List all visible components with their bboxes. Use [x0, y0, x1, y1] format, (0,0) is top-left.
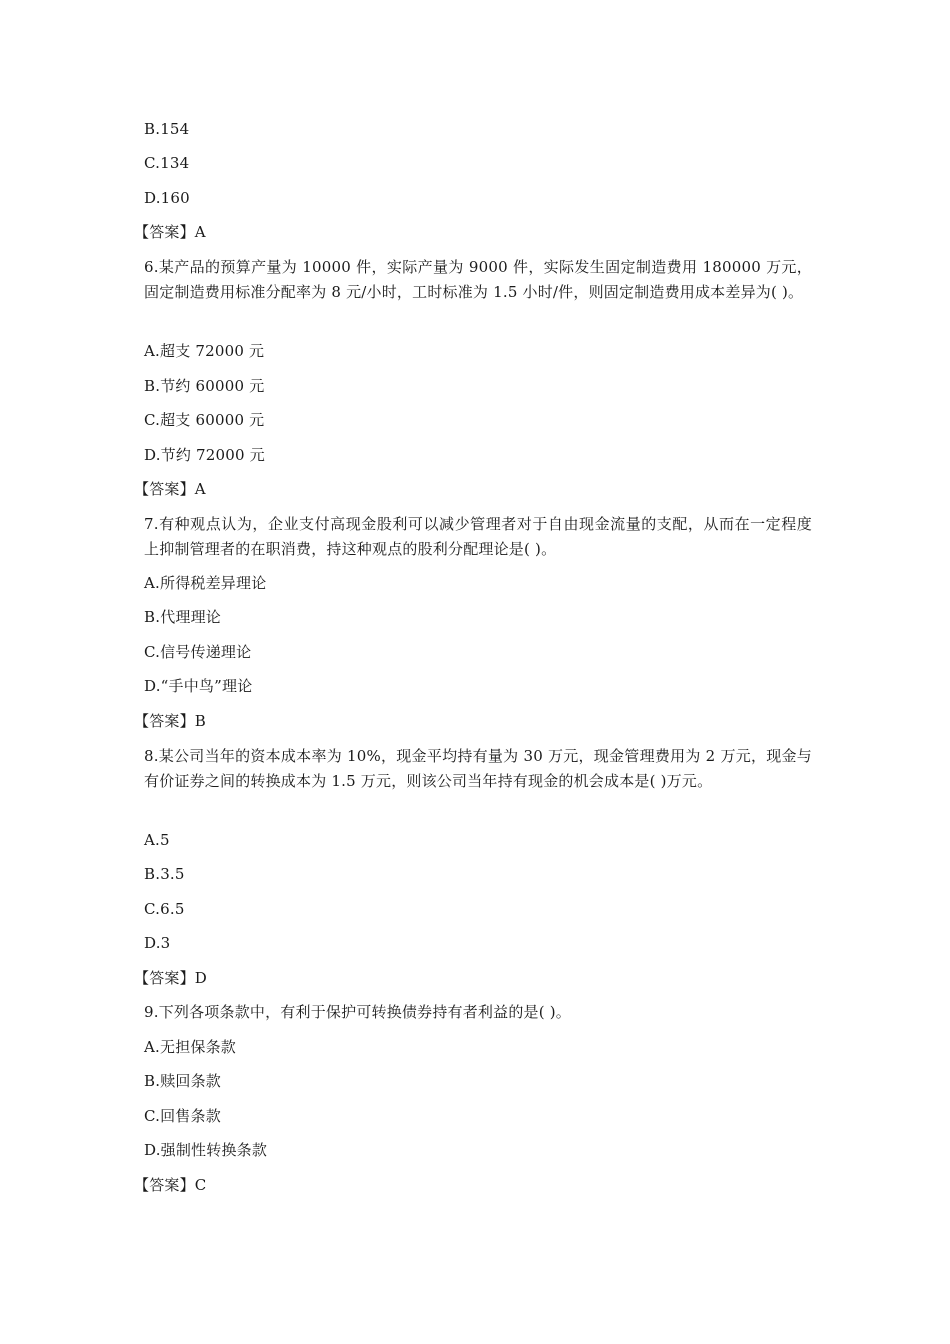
q9-stem: 9.下列各项条款中，有利于保护可转换债券持有者利益的是( )。 — [144, 1003, 571, 1021]
q6-option-c: C.超支 60000 元 — [144, 411, 265, 429]
q6-option-a: A.超支 72000 元 — [144, 342, 265, 360]
q7-option-a: A.所得税差异理论 — [144, 574, 267, 592]
q9-answer: 【答案】C — [134, 1176, 207, 1194]
q7-option-c: C.信号传递理论 — [144, 643, 252, 661]
q7-option-b: B.代理理论 — [144, 608, 221, 626]
q6-stem: 6.某产品的预算产量为 10000 件，实际产量为 9000 件，实际发生固定制造费用 180000 万元，固定制造费用标准分配率为 8 元/小时，工时标准为 1.5 小时/件，则固定制造费用成本差异为( )。 — [144, 258, 812, 301]
q8-option-d: D.3 — [144, 934, 171, 952]
q6-option-d: D.节约 72000 元 — [144, 446, 265, 464]
q5-option-b: B.154 — [144, 120, 190, 138]
q8-option-b: B.3.5 — [144, 865, 185, 883]
q5-option-c: C.134 — [144, 154, 190, 172]
q6-option-b: B.节约 60000 元 — [144, 377, 265, 395]
q8-option-a: A.5 — [144, 831, 170, 849]
q7-option-d: D.“手中鸟”理论 — [144, 677, 253, 695]
q5-answer: 【答案】A — [134, 223, 206, 241]
q7-answer: 【答案】B — [134, 712, 207, 730]
q6-answer: 【答案】A — [134, 480, 206, 498]
q9-option-d: D.强制性转换条款 — [144, 1141, 268, 1159]
q8-option-c: C.6.5 — [144, 900, 185, 918]
q8-stem: 8.某公司当年的资本成本率为 10%，现金平均持有量为 30 万元，现金管理费用为 2 万元，现金与有价证券之间的转换成本为 1.5 万元，则该公司当年持有现金的机会成本是( )万元。 — [144, 747, 812, 790]
q5-option-d: D.160 — [144, 189, 190, 207]
q9-option-a: A.无担保条款 — [144, 1038, 237, 1056]
q8-answer: 【答案】D — [134, 969, 208, 987]
q7-stem: 7.有种观点认为，企业支付高现金股利可以减少管理者对于自由现金流量的支配，从而在一定程度上抑制管理者的在职消费，持这种观点的股利分配理论是( )。 — [144, 515, 812, 558]
q9-option-c: C.回售条款 — [144, 1107, 221, 1125]
q9-option-b: B.赎回条款 — [144, 1072, 221, 1090]
